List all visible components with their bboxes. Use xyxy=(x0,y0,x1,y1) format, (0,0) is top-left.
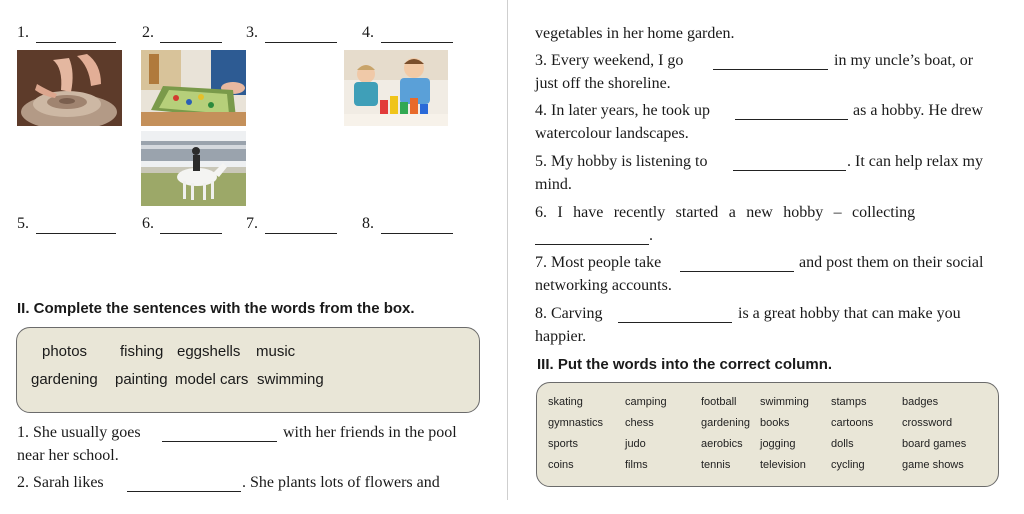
word-cell: game shows xyxy=(902,459,964,471)
word-gardening: gardening xyxy=(31,371,98,388)
sentence-3-end: in my uncle’s boat, or xyxy=(834,52,974,69)
word-cell: television xyxy=(760,459,806,471)
sentence-7-blank[interactable] xyxy=(680,257,794,272)
sentence-1-blank[interactable] xyxy=(162,427,277,442)
word-cell: jogging xyxy=(760,438,796,450)
word-cell: dolls xyxy=(831,438,854,450)
word-box xyxy=(16,327,480,413)
item-number-2: 2. xyxy=(142,24,154,41)
sentence-2-start: 2. Sarah likes xyxy=(17,474,104,491)
item-number-6: 6. xyxy=(142,215,154,232)
word-cell: camping xyxy=(625,396,667,408)
word-cell: tennis xyxy=(701,459,731,471)
sentence-7-start: 7. Most people take xyxy=(535,254,662,271)
item-number-3: 3. xyxy=(246,24,258,41)
sentence-7-end: and post them on their social xyxy=(799,254,984,271)
sentence-6-start: 6. I have recently started a new hobby – collecting xyxy=(535,204,916,221)
sentence-5-blank[interactable] xyxy=(733,156,846,171)
sentence-5-end: . It can help relax my xyxy=(847,153,983,170)
sentence-2-blank[interactable] xyxy=(127,477,241,492)
item-number-4: 4. xyxy=(362,24,374,41)
section-3-heading: III. Put the words into the correct column. xyxy=(537,356,833,373)
word-cell: board games xyxy=(902,438,967,450)
sentence-1-end: with her friends in the pool xyxy=(283,424,457,441)
sentence-2-cont: vegetables in her home garden. xyxy=(535,25,735,42)
sentence-8-end: is a great hobby that can make you xyxy=(738,305,961,322)
word-cell: sports xyxy=(548,438,578,450)
sentence-8-blank[interactable] xyxy=(618,308,732,323)
sentence-4-end: as a hobby. He drew xyxy=(853,102,984,119)
sentence-4-cont: watercolour landscapes. xyxy=(535,125,689,142)
sentence-8-cont: happier. xyxy=(535,328,587,345)
answer-blank-8[interactable] xyxy=(381,219,453,234)
answer-blank-2[interactable] xyxy=(160,28,222,43)
answer-blank-5[interactable] xyxy=(36,219,116,234)
answer-blank-7[interactable] xyxy=(265,219,337,234)
word-cell: films xyxy=(625,459,648,471)
word-eggshells: eggshells xyxy=(177,343,241,360)
pottery-photo xyxy=(17,50,122,126)
word-cell: gymnastics xyxy=(548,417,604,429)
sentence-3-start: 3. Every weekend, I go xyxy=(535,52,684,69)
sentence-4-blank[interactable] xyxy=(735,105,848,120)
word-photos: photos xyxy=(42,343,88,360)
word-cell: swimming xyxy=(760,396,809,408)
answer-blank-6[interactable] xyxy=(160,219,222,234)
sentence-3-blank[interactable] xyxy=(713,55,828,70)
word-cell: crossword xyxy=(902,417,953,429)
item-number-8: 8. xyxy=(362,215,374,232)
word-fishing: fishing xyxy=(120,343,164,360)
board-game-photo xyxy=(141,50,246,126)
word-cell: aerobics xyxy=(701,438,743,450)
sentence-1-start: 1. She usually goes xyxy=(17,424,141,441)
answer-blank-4[interactable] xyxy=(381,28,453,43)
sentence-3-cont: just off the shoreline. xyxy=(535,75,671,92)
building-blocks-photo xyxy=(344,50,448,126)
word-cell: judo xyxy=(625,438,646,450)
sentence-6-blank[interactable] xyxy=(535,230,649,245)
item-number-7: 7. xyxy=(246,215,258,232)
sentence-5-start: 5. My hobby is listening to xyxy=(535,153,708,170)
word-painting: painting xyxy=(115,371,168,388)
item-number-5: 5. xyxy=(17,215,29,232)
word-model-cars: model cars xyxy=(175,371,249,388)
word-cell: stamps xyxy=(831,396,867,408)
column-sort-box xyxy=(536,382,999,487)
word-cell: badges xyxy=(902,396,939,408)
horse-riding-photo xyxy=(141,131,246,206)
sentence-5-cont: mind. xyxy=(535,176,572,193)
answer-blank-1[interactable] xyxy=(36,28,116,43)
word-cell: skating xyxy=(548,396,583,408)
sentence-2-end: . She plants lots of flowers and xyxy=(242,474,440,491)
item-number-1: 1. xyxy=(17,24,29,41)
word-cell: cycling xyxy=(831,459,865,471)
word-cell: cartoons xyxy=(831,417,874,429)
sentence-8-start: 8. Carving xyxy=(535,305,603,322)
column-divider xyxy=(507,0,508,500)
word-cell: books xyxy=(760,417,790,429)
answer-blank-3[interactable] xyxy=(265,28,337,43)
sentence-6-end: . xyxy=(649,227,653,244)
word-cell: chess xyxy=(625,417,654,429)
section-2-heading: II. Complete the sentences with the words from the box. xyxy=(17,300,415,317)
word-cell: football xyxy=(701,396,737,408)
word-cell: gardening xyxy=(701,417,750,429)
word-music: music xyxy=(256,343,296,360)
word-cell: coins xyxy=(548,459,574,471)
sentence-1-cont: near her school. xyxy=(17,447,119,464)
sentence-4-start: 4. In later years, he took up xyxy=(535,102,711,119)
sentence-7-cont: networking accounts. xyxy=(535,277,672,294)
word-swimming: swimming xyxy=(257,371,324,388)
